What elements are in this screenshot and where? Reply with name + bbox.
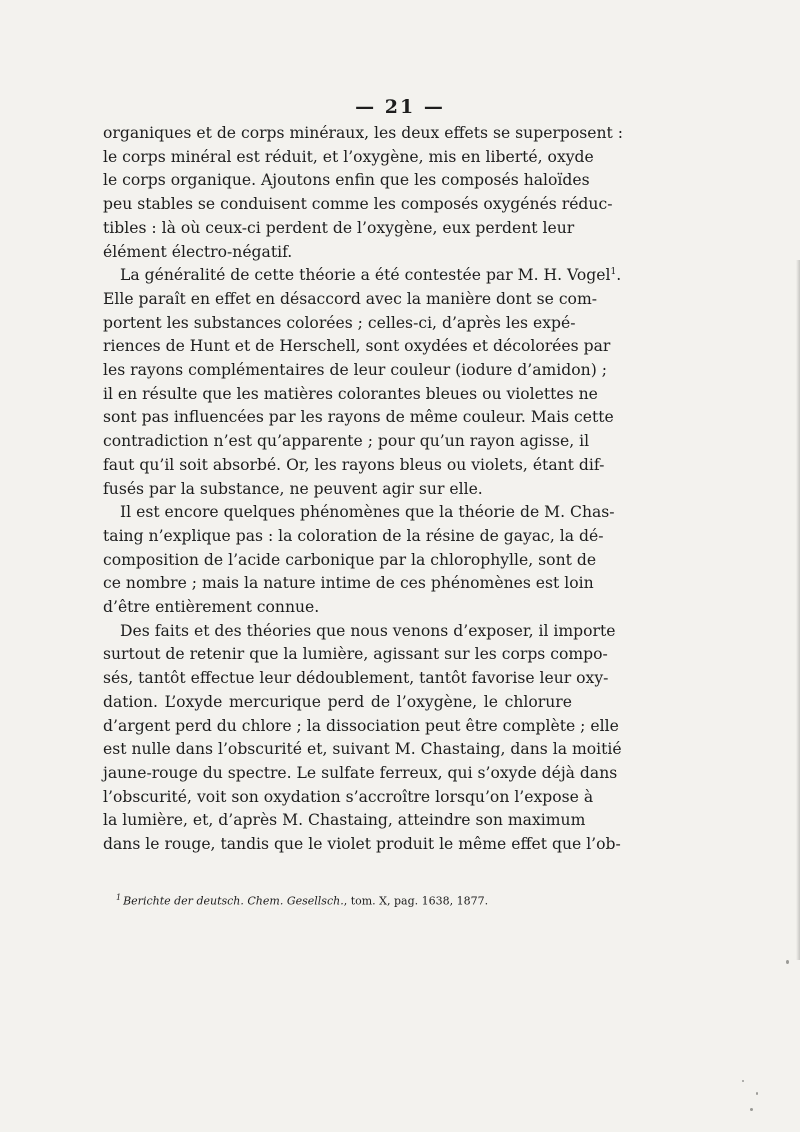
text-line: Il est encore quelques phénomènes que la théorie de M. Chas- — [120, 503, 615, 522]
text-line: composition de l’acide carbonique par la chlorophylle, sont de — [103, 550, 597, 569]
text-line: Elle paraît en effet en désaccord avec la manière dont se com- — [103, 289, 598, 308]
text-line: peu stables se conduisent comme les composés oxygénés réduc- — [103, 195, 613, 214]
paper-speck — [742, 1080, 744, 1082]
text-line: dans le rouge, tandis que le violet produit le même effet que l’ob- — [103, 835, 621, 854]
text-line: ce nombre ; mais la nature intime de ces phénomènes est loin — [103, 574, 594, 593]
text-line: les rayons complémentaires de leur couleur (iodure d’amidon) ; — [103, 361, 607, 380]
text-line: tibles : là où ceux-ci perdent de l’oxygène, eux perdent leur — [103, 218, 575, 237]
text-line: est nulle dans l’obscurité et, suivant M. Chastaing, dans la moitié — [103, 740, 622, 759]
text-line-with-footnote: La généralité de cette théorie a été contestée par M. H. Vogel$^1$. — [120, 266, 622, 285]
text-line: d’être entièrement connue. — [103, 598, 320, 617]
text-line: le corps organique. Ajoutons enfin que les composés haloïdes — [103, 171, 590, 190]
paper-speck — [786, 960, 789, 964]
body-text — [103, 122, 624, 857]
text-line: sont pas influencées par les rayons de même couleur. Mais cette — [103, 408, 614, 427]
footnote-title: Berichte der deutsch. Chem. Gesellsch. — [123, 894, 344, 908]
text-line: Des faits et des théories que nous venons d’exposer, il importe — [120, 621, 616, 640]
text-line: La généralité de cette théorie a été contestée par M. H. Vogel — [120, 266, 611, 285]
page-number: — 21 — — [355, 96, 445, 118]
paper-speck — [750, 1108, 753, 1111]
text-line: organiques et de corps minéraux, les deux effets se superposent : — [103, 124, 624, 142]
text-line: l’obscurité, voit son oxydation s’accroître lorsqu’on l’expose à — [103, 787, 594, 806]
text-line: taing n’explique pas : la coloration de la résine de gayac, la dé- — [103, 526, 604, 545]
footnote-reference[interactable]: 1 — [610, 267, 617, 278]
text-line: jaune-rouge du spectre. Le sulfate ferreux, qui s’oxyde déjà dans — [103, 763, 618, 782]
text-line: portent les substances colorées ; celles-ci, d’après les expé- — [103, 313, 576, 332]
footnote-citation: , tom. X, pag. 1638, 1877. — [343, 894, 489, 908]
text-line: il en résulte que les matières colorantes bleues ou violettes ne — [103, 384, 598, 403]
text-line: dation. L’oxyde mercurique perd de l’oxygène, le chlorure — [103, 692, 572, 711]
footnote-marker: 1 — [116, 893, 122, 902]
text-line: la lumière, et, d’après M. Chastaing, atteindre son maximum — [103, 811, 586, 830]
text-line: faut qu’il soit absorbé. Or, les rayons bleus ou violets, étant dif- — [103, 455, 605, 474]
text-line: riences de Hunt et de Herschell, sont oxydées et décolorées par — [103, 337, 611, 356]
text-line: sés, tantôt effectue leur dédoublement, tantôt favorise leur oxy- — [103, 669, 609, 688]
text-line: fusés par la substance, ne peuvent agir sur elle. — [103, 479, 483, 498]
text-line: contradiction n’est qu’apparente ; pour qu’un rayon agisse, il — [103, 432, 590, 451]
page-edge-shadow — [796, 260, 800, 960]
footnote — [116, 893, 488, 908]
text-line: le corps minéral est réduit, et l’oxygène, mis en liberté, oxyde — [103, 147, 594, 166]
paper-speck — [756, 1092, 758, 1095]
text-line: surtout de retenir que la lumière, agissant sur les corps compo- — [103, 645, 608, 664]
text-line: d’argent perd du chlore ; la dissociation peut être complète ; elle — [103, 716, 619, 735]
text-line: élément électro-négatif. — [103, 242, 293, 261]
